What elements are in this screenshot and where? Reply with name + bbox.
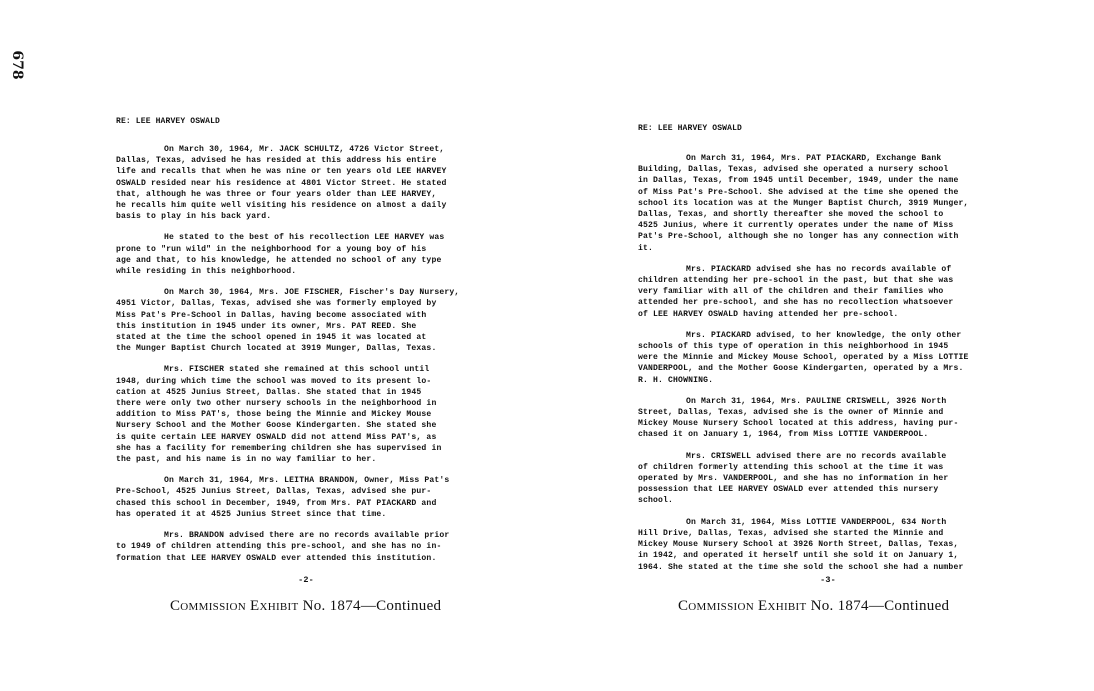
- paragraph: He stated to the best of his recollection LEE HARVEY was prone to "run wild" in the neighborhood for a young boy of his age and that, to his knowledge, he attended no school of any type while residing in this neighborhood.: [116, 233, 445, 277]
- memo-page-number: -2-: [298, 575, 314, 585]
- paragraph: On March 30, 1964, Mrs. JOE FISCHER, Fischer's Day Nursery, 4951 Victor, Dallas, Texas, advised she was formerly employed by Miss Pat's Pre-School in Dallas, having become associated with this institution in 1945 under its owner, Mrs. PAT REED. She stated at the time the school opened in 1945 it was located at the Munger Baptist Church located at 3919 Munger, Dallas, Texas.: [116, 288, 460, 354]
- caption-small-caps: Commission Exhibit: [170, 598, 299, 614]
- exhibit-caption: [678, 598, 949, 615]
- memo-page-number: -3-: [820, 575, 836, 585]
- paragraph: Mrs. PIACKARD advised she has no records available of children attending her pre-school in the past, but that she was very familiar with all of the children and their families who attended her pre-school, and she has no recollection whatsoever of LEE HARVEY OSWALD having attended her pre-school.: [638, 264, 954, 319]
- paragraph: On March 31, 1964, Miss LOTTIE VANDERPOOL, 634 North Hill Drive, Dallas, Texas, advised she started the Minnie and Mickey Mouse Nursery School at 3926 North Street, Dallas, Texas, in 1942, and operated it herself until she sold it on January 1, 1964. She stated at the time she sold the school she had a number: [638, 517, 964, 572]
- left-page: [116, 0, 496, 691]
- memo-body: [638, 153, 1018, 583]
- caption-small-caps: Commission Exhibit: [678, 598, 807, 614]
- paragraph: Mrs. BRANDON advised there are no records available prior to 1949 of children attending this pre-school, and she has no in- formation that LEE HARVEY OSWALD ever attended this institution.: [116, 531, 450, 563]
- right-page: [638, 0, 1018, 691]
- paragraph: On March 31, 1964, Mrs. PAULINE CRISWELL, 3926 North Street, Dallas, Texas, advised she is the owner of Minnie and Mickey Mouse Nursery School located at this address, having pur- chased it on January 1, 1964, from Miss LOTTIE VANDERPOOL.: [638, 396, 959, 440]
- page-number: 678: [9, 50, 25, 80]
- exhibit-caption: [170, 598, 441, 615]
- paragraph: On March 30, 1964, Mr. JACK SCHULTZ, 4726 Victor Street, Dallas, Texas, advised he has resided at this address his entire life and recalls that when he was nine or ten years old LEE HARVEY OSWALD resided near his residence at 4801 Victor Street. He stated that, although he was three or four years older than LEE HARVEY, he recalls him quite well visiting his residence on almost a daily basis to play in his back yard.: [116, 145, 447, 222]
- caption-rest: No. 1874—Continued: [806, 598, 950, 614]
- subject-line: RE: LEE HARVEY OSWALD: [116, 117, 220, 126]
- subject-line: RE: LEE HARVEY OSWALD: [638, 124, 742, 133]
- paragraph: Mrs. CRISWELL advised there are no records available of children formerly attending this school at the time it was operated by Mrs. VANDERPOOL, and she has no information in her possession that LEE HARVEY OSWALD ever attended this nursery school.: [638, 451, 949, 506]
- paragraph: Mrs. FISCHER stated she remained at this school until 1948, during which time the school was moved to its present lo- cation at 4525 Junius Street, Dallas. She stated that in 1945 there were only two other nursery schools in the neighborhood in addition to Miss PAT's, those being the Minnie and Mickey Mouse Nursery School and the Mother Goose Kindergarten. She stated she is quite certain LEE HARVEY OSWALD did not attend Miss PAT's, as she has a facility for remembering children she has supervised in the past, and his name is in no way familiar to her.: [116, 365, 442, 465]
- paragraph: Mrs. PIACKARD advised, to her knowledge, the only other schools of this type of operation in this neighborhood in 1945 were the Minnie and Mickey Mouse School, operated by a Miss LOTTIE VANDERPOOL, and the Mother Goose Kindergarten, operated by a Mrs. R. H. CHOWNING.: [638, 330, 969, 385]
- caption-rest: No. 1874—Continued: [298, 598, 442, 614]
- paragraph: On March 31, 1964, Mrs. PAT PIACKARD, Exchange Bank Building, Dallas, Texas, advised she operated a nursery school in Dallas, Texas, from 1945 until December, 1949, under the name of Miss Pat's Pre-School. She advised at the time she opened the school its location was at the Munger Baptist Church, 3919 Munger, Dallas, Texas, and shortly thereafter she moved the school to 4525 Junius, where it currently operates under the name of Miss Pat's Pre-School, although she no longer has any connection with it.: [638, 154, 969, 253]
- paragraph: On March 31, 1964, Mrs. LEITHA BRANDON, Owner, Miss Pat's Pre-School, 4525 Junius Street, Dallas, Texas, advised she pur- chased this school in December, 1949, from Mrs. PAT PIACKARD and has operated it at 4525 Junius Street since that time.: [116, 476, 450, 519]
- memo-body: [116, 144, 496, 574]
